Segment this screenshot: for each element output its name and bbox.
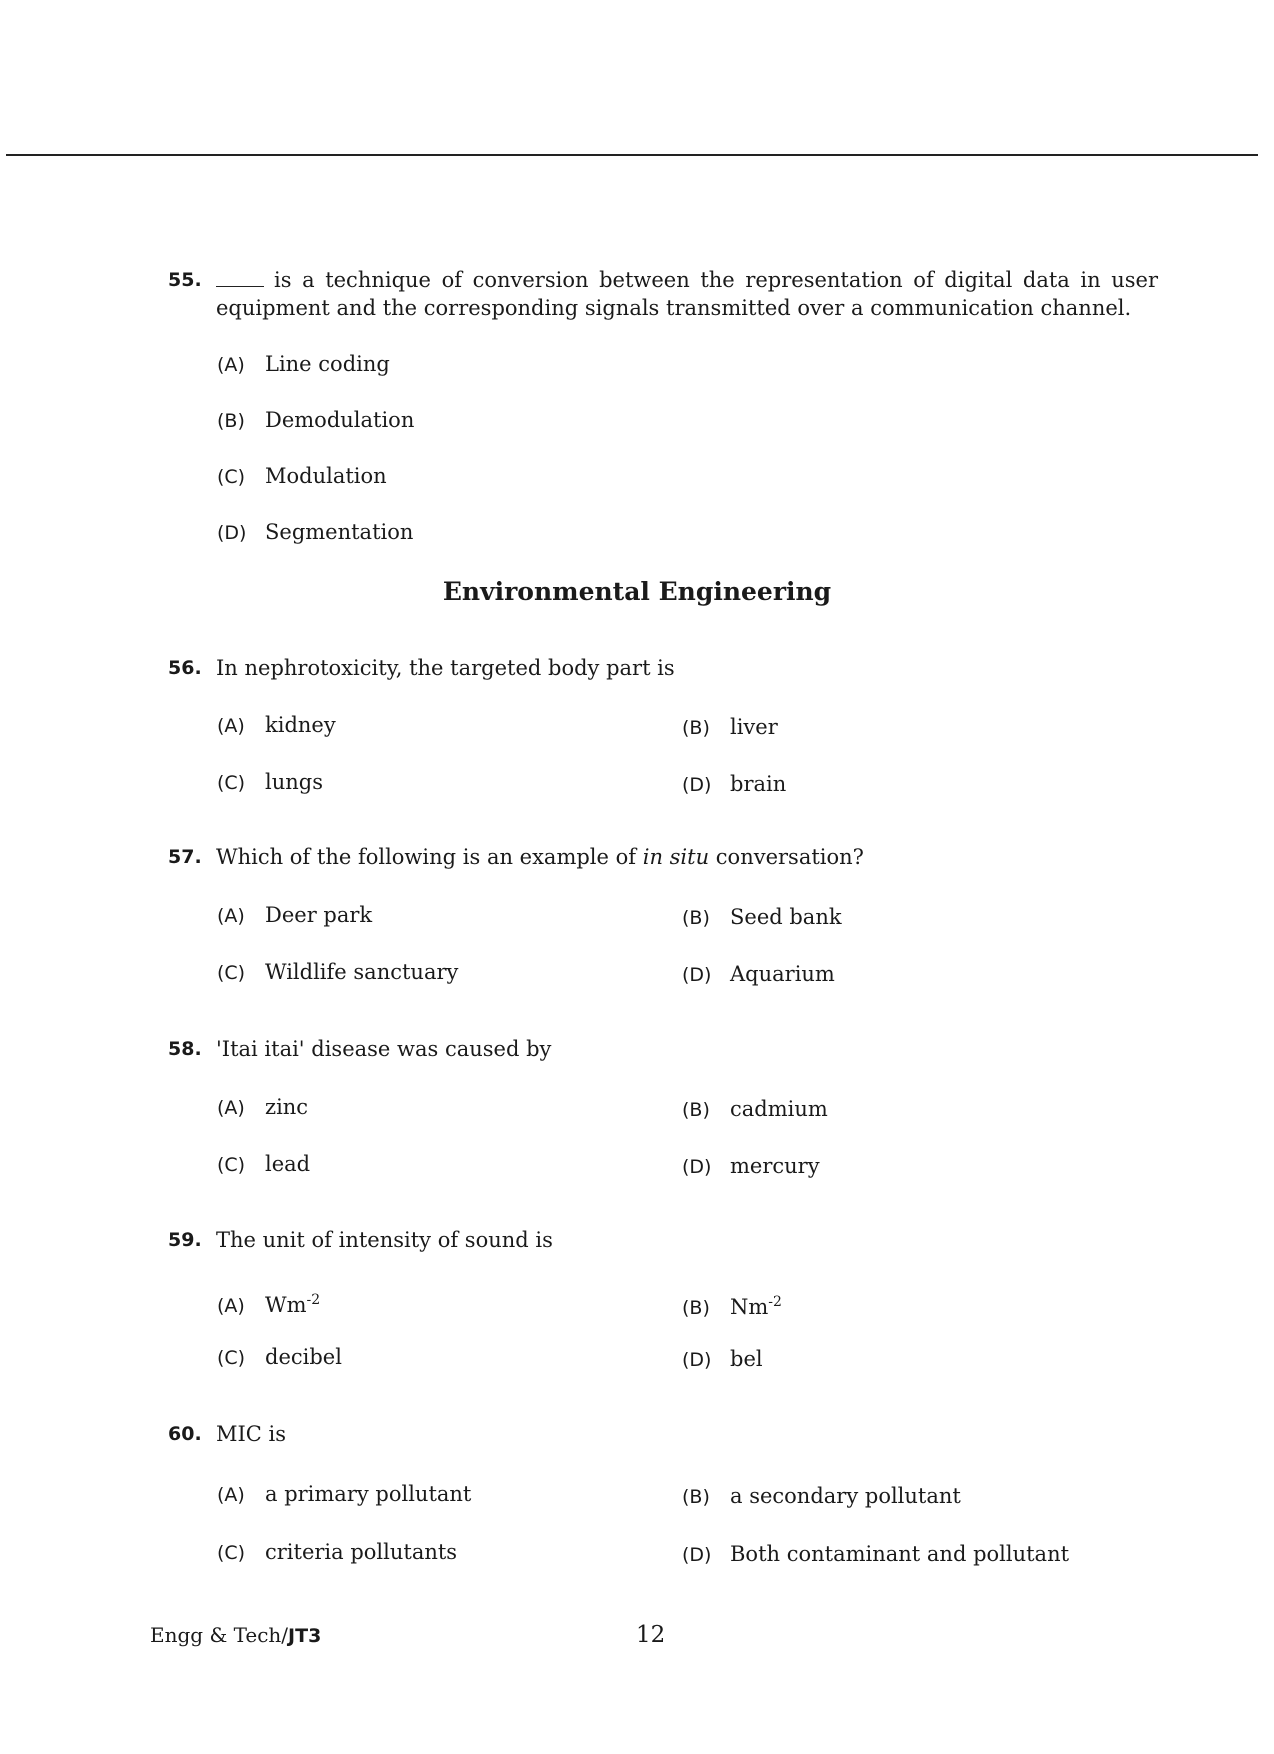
option-a: (A) $Wm^{-2}$: [217, 1292, 321, 1317]
option-a: (A) kidney: [217, 713, 336, 737]
question-text: In nephrotoxicity, the targeted body part is: [216, 656, 675, 680]
question-text: The unit of intensity of sound is: [216, 1228, 553, 1252]
option-d: (D) Aquarium: [682, 962, 835, 986]
question-55: [168, 266, 1158, 322]
question-text: MIC is: [216, 1422, 287, 1446]
option-c: (C) lungs: [217, 770, 323, 794]
option-c: (C) criteria pollutants: [217, 1540, 458, 1564]
option-b: (B) Demodulation: [217, 408, 415, 432]
question-59: [168, 1226, 1158, 1254]
question-number: 55.: [168, 269, 202, 291]
option-a: (A) a primary pollutant: [217, 1482, 472, 1506]
option-b: (B) cadmium: [682, 1097, 828, 1121]
option-d: (D) mercury: [682, 1154, 820, 1178]
question-text: is a technique of conversion between the representation of digital data in user equipment and the corresponding signals transmitted over a communication channel.: [216, 268, 1158, 320]
question-56: [168, 654, 1158, 682]
question-60: [168, 1420, 1158, 1448]
option-c: (C) decibel: [217, 1345, 342, 1369]
option-c: (C) Wildlife sanctuary: [217, 960, 459, 984]
option-d: (D) Segmentation: [217, 520, 414, 544]
question-text: Which of the following is an example of in situ conversation?: [216, 845, 864, 869]
option-c: (C) lead: [217, 1152, 311, 1176]
header-rule: [6, 154, 1258, 156]
option-a: (A) Deer park: [217, 903, 373, 927]
option-b: (B) liver: [682, 715, 778, 739]
option-c: (C) Modulation: [217, 464, 387, 488]
question-number: 57.: [168, 846, 202, 868]
answer-blank: [216, 286, 264, 287]
question-text: 'Itai itai' disease was caused by: [216, 1037, 552, 1061]
option-d: (D) bel: [682, 1347, 763, 1371]
option-b: (B) $Nm^{-2}$: [682, 1294, 782, 1319]
question-number: 59.: [168, 1229, 202, 1251]
option-a: (A) zinc: [217, 1095, 309, 1119]
question-57: [168, 843, 1158, 871]
option-a: (A) Line coding: [217, 352, 390, 376]
option-d: (D) Both contaminant and pollutant: [682, 1542, 1070, 1566]
section-title: Environmental Engineering: [442, 577, 832, 606]
footer-paper-code: Engg & Tech/JT3: [150, 1623, 322, 1647]
option-d: (D) brain: [682, 772, 787, 796]
page-number: 12: [636, 1622, 666, 1648]
option-b: (B) Seed bank: [682, 905, 842, 929]
option-b: (B) a secondary pollutant: [682, 1484, 961, 1508]
question-number: 56.: [168, 657, 202, 679]
question-number: 60.: [168, 1423, 202, 1445]
question-number: 58.: [168, 1038, 202, 1060]
question-58: [168, 1035, 1158, 1063]
